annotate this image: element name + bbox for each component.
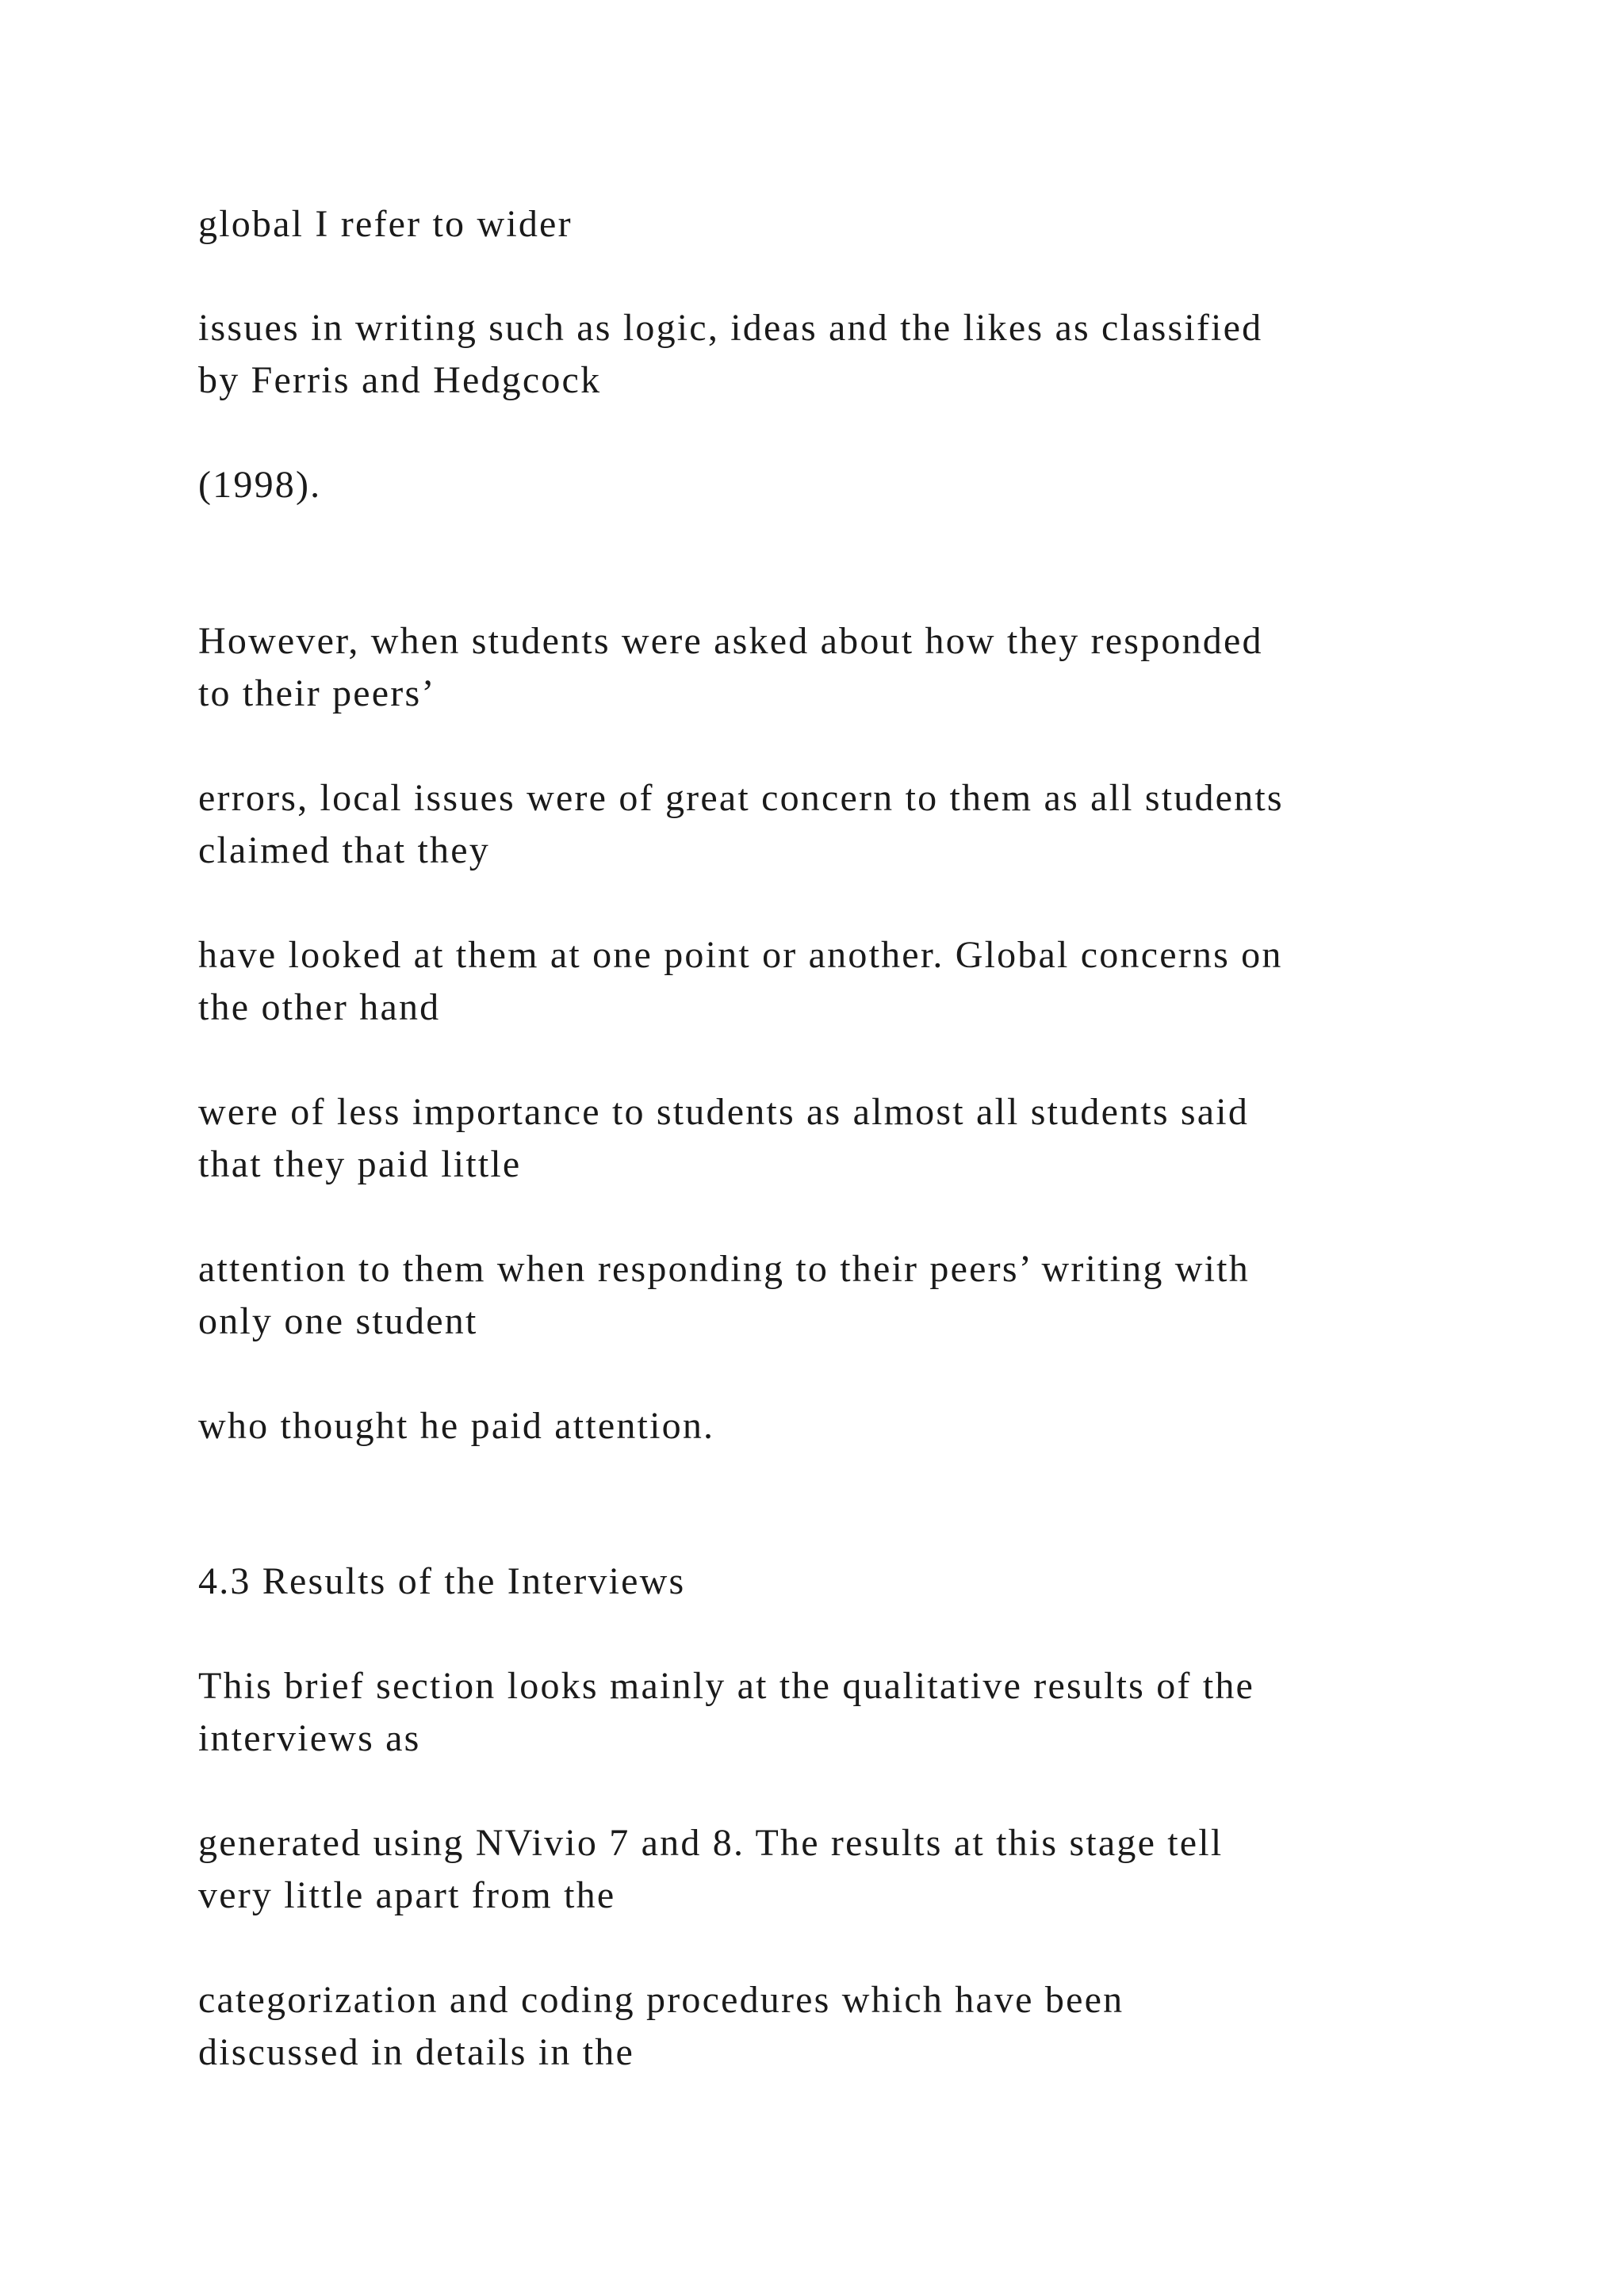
text-line: global I refer to wider — [198, 203, 573, 245]
text-line: errors, local issues were of great concern to them as all students — [198, 777, 1284, 819]
text-line: have looked at them at one point or another. Global concerns on — [198, 934, 1283, 976]
text-line: to their peers’ — [198, 672, 436, 714]
text-line: were of less importance to students as almost all students said — [198, 1091, 1250, 1133]
paragraph-brief-section — [198, 1660, 1467, 1765]
text-line: attention to them when responding to their peers’ writing with — [198, 1248, 1250, 1290]
text-line: only one student — [198, 1300, 478, 1342]
text-line: the other hand — [198, 986, 441, 1028]
paragraph-attention — [198, 1243, 1467, 1348]
paragraph-nvivio — [198, 1817, 1467, 1922]
paragraph-citation-year — [198, 459, 1467, 511]
text-line: This brief section looks mainly at the qualitative results of the — [198, 1665, 1255, 1707]
paragraph-less-importance — [198, 1086, 1467, 1191]
text-line: categorization and coding procedures which have been — [198, 1979, 1124, 2021]
text-line: generated using NVivio 7 and 8. The results at this stage tell — [198, 1822, 1224, 1864]
text-line: that they paid little — [198, 1143, 522, 1185]
text-line: claimed that they — [198, 829, 490, 871]
paragraph-paid-attention — [198, 1400, 1467, 1452]
text-line: who thought he paid attention. — [198, 1405, 715, 1447]
paragraph-wider-issues — [198, 302, 1467, 407]
paragraph-local-issues — [198, 772, 1467, 877]
heading-line: 4.3 Results of the Interviews — [198, 1560, 686, 1602]
paragraph-categorization — [198, 1974, 1467, 2079]
text-line: discussed in details in the — [198, 2031, 634, 2073]
text-line: issues in writing such as logic, ideas and the likes as classified — [198, 307, 1263, 349]
paragraph-however — [198, 615, 1467, 720]
text-line: (1998). — [198, 464, 322, 506]
paragraph-global-concerns — [198, 929, 1467, 1034]
text-line: by Ferris and Hedgcock — [198, 359, 602, 401]
section-heading-results-interviews — [198, 1556, 1467, 1608]
paragraph-global-intro — [198, 198, 1467, 251]
text-line: interviews as — [198, 1717, 421, 1759]
text-line: However, when students were asked about how they responded — [198, 620, 1263, 662]
text-line: very little apart from the — [198, 1874, 616, 1916]
